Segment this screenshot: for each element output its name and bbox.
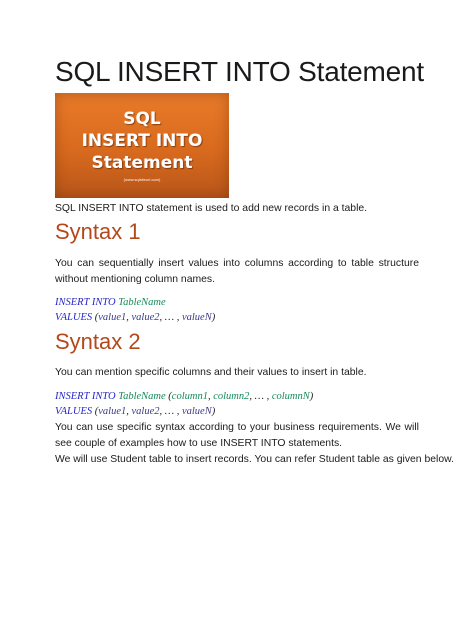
sql-insert-into-banner [55, 93, 229, 198]
code-table-name: TableName [118, 391, 166, 402]
code-separator: , … , [159, 406, 180, 417]
code-paren: ) [211, 406, 216, 417]
code-separator: , … , [249, 391, 270, 402]
syntax-1-description: You can sequentially insert values into columns according to table structure without mentioning column names. [55, 258, 419, 285]
code-separator: , … , [159, 312, 180, 323]
code-paren: ) [211, 312, 216, 323]
banner-url: (www.sqlsiteurl.com) [123, 177, 161, 182]
code-paren: ( [94, 312, 99, 323]
code-keyword: VALUES [55, 312, 93, 323]
code-arg: valueN [181, 312, 212, 323]
code-arg: columnN [271, 391, 310, 402]
code-separator: , [207, 391, 211, 402]
code-arg: value1 [98, 406, 127, 417]
code-separator: , [126, 406, 129, 417]
code-paren: ( [168, 391, 172, 402]
code-keyword: INSERT INTO [55, 297, 116, 308]
code-paren: ) [309, 391, 314, 402]
code-keyword: VALUES [55, 406, 93, 417]
syntax-2-description: You can mention specific columns and their values to insert in table. [55, 367, 367, 378]
banner-line-2: INSERT INTO [81, 131, 203, 151]
code-separator: , [126, 312, 129, 323]
syntax-2-heading: Syntax 2 [55, 329, 141, 354]
syntax-2-paragraph-1: You can use specific syntax according to your business requirements. We will see couple of examples how to use INSERT INTO statements. [55, 422, 419, 449]
code-paren: ( [94, 406, 99, 417]
code-arg: value1 [98, 312, 127, 323]
syntax-2-code-line-1 [55, 391, 313, 402]
code-arg: column2 [213, 391, 250, 402]
intro-text: SQL INSERT INTO statement is used to add new records in a table. [55, 203, 368, 214]
code-arg: valueN [181, 406, 212, 417]
code-arg: value2 [131, 312, 160, 323]
code-arg: value2 [131, 406, 160, 417]
syntax-2-code-line-2 [55, 406, 215, 417]
syntax-1-heading: Syntax 1 [55, 219, 141, 244]
code-keyword: INSERT INTO [55, 391, 116, 402]
syntax-1-code-line-2 [55, 312, 215, 323]
page-title: SQL INSERT INTO Statement [55, 56, 424, 87]
banner-line-3: Statement [91, 153, 193, 173]
code-table-name: TableName [118, 297, 166, 308]
banner-line-1: SQL [123, 109, 161, 129]
code-arg: column1 [171, 391, 208, 402]
syntax-1-code-line-1 [55, 297, 166, 308]
syntax-2-paragraph-2: We will use Student table to insert records. You can refer Student table as given below. [55, 454, 454, 465]
